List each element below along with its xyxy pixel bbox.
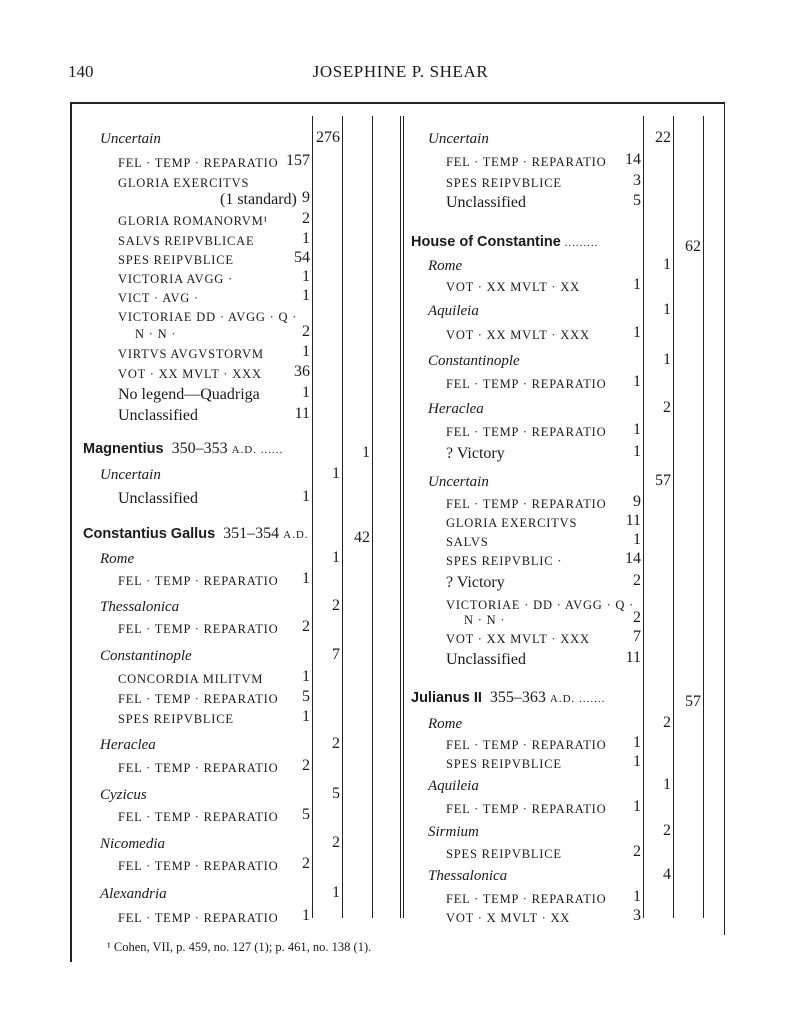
entry-label: ? Victory bbox=[446, 445, 505, 462]
mint-heading: Alexandria bbox=[100, 886, 167, 902]
mint-heading: Aquileia bbox=[428, 778, 479, 794]
count-column-rule bbox=[342, 116, 343, 918]
mint-heading: Uncertain bbox=[428, 474, 489, 490]
count-value: 1 bbox=[302, 907, 310, 924]
coin-legend: SPES REIPVBLICE bbox=[118, 253, 234, 267]
coin-legend: VOT · X MVLT · XX bbox=[446, 911, 571, 925]
coin-legend: VICT · AVG · bbox=[118, 291, 200, 305]
coin-legend: VICTORIAE DD · AVGG · Q · bbox=[118, 310, 298, 324]
ruler-name: Magnentius bbox=[83, 441, 164, 457]
mint-heading: Constantinople bbox=[428, 353, 520, 369]
mint-heading: Uncertain bbox=[100, 467, 161, 483]
count-value: 9 bbox=[302, 189, 310, 206]
count-value: 36 bbox=[294, 363, 310, 380]
mint-total: 2 bbox=[332, 597, 340, 614]
count-value: 5 bbox=[633, 192, 641, 209]
coin-legend: SPES REIPVBLICE bbox=[118, 712, 234, 726]
count-value: 2 bbox=[633, 843, 641, 860]
mint-total: 1 bbox=[663, 776, 671, 793]
column-divider bbox=[400, 116, 404, 918]
coin-legend: SPES REIPVBLIC · bbox=[446, 554, 563, 568]
count-value: 54 bbox=[294, 249, 310, 266]
mint-total: 2 bbox=[663, 714, 671, 731]
coin-legend: GLORIA ROMANORVM¹ bbox=[118, 214, 269, 228]
count-value: 1 bbox=[633, 373, 641, 390]
count-value: 1 bbox=[633, 531, 641, 548]
ruler-years: 355–363 bbox=[481, 689, 550, 706]
mint-heading: Thessalonica bbox=[100, 599, 180, 615]
leader-dots: ...... bbox=[256, 444, 284, 456]
coin-legend: SALVS bbox=[446, 535, 489, 549]
coin-legend: FEL · TEMP · REPARATIO bbox=[446, 738, 607, 752]
era-label: A.D. bbox=[231, 444, 257, 456]
mint-total: 1 bbox=[332, 549, 340, 566]
count-value: 2 bbox=[302, 210, 310, 227]
ruler-heading bbox=[411, 234, 598, 250]
count-column-rule bbox=[643, 116, 644, 918]
count-value: 1 bbox=[633, 734, 641, 751]
mint-total: 2 bbox=[332, 834, 340, 851]
coin-legend: FEL · TEMP · REPARATIO bbox=[446, 425, 607, 439]
count-value: 2 bbox=[302, 323, 310, 340]
footnote: ¹ Cohen, VII, p. 459, no. 127 (1); p. 461, no. 138 (1). bbox=[107, 940, 372, 954]
coin-legend: VIRTVS AVGVSTORVM bbox=[118, 347, 264, 361]
count-value: 1 bbox=[302, 268, 310, 285]
count-value: 11 bbox=[294, 405, 310, 422]
entry-label: (1 standard) bbox=[220, 191, 297, 208]
coin-legend: FEL · TEMP · REPARATIO bbox=[118, 692, 279, 706]
coin-legend: FEL · TEMP · REPARATIO bbox=[118, 859, 279, 873]
ruler-heading bbox=[83, 525, 309, 543]
mint-heading: Heraclea bbox=[428, 401, 484, 417]
count-value: 1 bbox=[302, 668, 310, 685]
table-left-rule bbox=[70, 102, 72, 962]
running-head: JOSEPHINE P. SHEAR bbox=[312, 62, 489, 81]
ruler-name: House of Constantine bbox=[411, 234, 561, 250]
mint-total: 1 bbox=[663, 256, 671, 273]
count-value: 11 bbox=[625, 512, 641, 529]
coin-legend: FEL · TEMP · REPARATIO bbox=[118, 810, 279, 824]
coin-legend: SPES REIPVBLICE bbox=[446, 847, 562, 861]
coin-legend: FEL · TEMP · REPARATIO bbox=[118, 156, 279, 170]
entry-label: Unclassified bbox=[446, 194, 526, 211]
count-column-rule bbox=[673, 116, 674, 918]
mint-heading: Cyzicus bbox=[100, 787, 147, 803]
count-value: 9 bbox=[633, 493, 641, 510]
entry-label: Unclassified bbox=[446, 651, 526, 668]
count-value: 1 bbox=[633, 798, 641, 815]
coin-legend: SALVS REIPVBLICAE bbox=[118, 234, 255, 248]
count-value: 3 bbox=[633, 907, 641, 924]
mint-total: 2 bbox=[663, 399, 671, 416]
leader-dots: ....... bbox=[575, 693, 606, 705]
coin-legend: N · N · bbox=[464, 613, 506, 627]
count-value: 11 bbox=[625, 649, 641, 666]
count-value: 2 bbox=[302, 757, 310, 774]
entry-label: Unclassified bbox=[118, 490, 198, 507]
coin-legend: FEL · TEMP · REPARATIO bbox=[446, 155, 607, 169]
coin-legend: FEL · TEMP · REPARATIO bbox=[446, 377, 607, 391]
era-label: A.D. bbox=[283, 529, 309, 541]
coin-legend: VOT · XX MVLT · XX bbox=[446, 280, 580, 294]
ruler-years: 351–354 bbox=[215, 525, 284, 542]
count-value: 2 bbox=[633, 572, 641, 589]
mint-heading: Aquileia bbox=[428, 303, 479, 319]
leader-dots: ......... bbox=[560, 237, 599, 249]
coin-legend: SPES REIPVBLICE bbox=[446, 757, 562, 771]
coin-legend: VICTORIA AVGG · bbox=[118, 272, 234, 286]
count-value: 3 bbox=[633, 172, 641, 189]
mint-total: 2 bbox=[663, 822, 671, 839]
count-value: 1 bbox=[633, 421, 641, 438]
coin-legend: N · N · bbox=[135, 327, 177, 341]
count-value: 1 bbox=[302, 384, 310, 401]
coin-legend: VOT · XX MVLT · XXX bbox=[446, 328, 590, 342]
count-value: 2 bbox=[302, 855, 310, 872]
mint-heading: Heraclea bbox=[100, 737, 156, 753]
count-value: 2 bbox=[302, 618, 310, 635]
coin-legend: FEL · TEMP · REPARATIO bbox=[446, 892, 607, 906]
page-number: 140 bbox=[68, 62, 94, 81]
count-value: 1 bbox=[302, 287, 310, 304]
mint-heading: Rome bbox=[100, 551, 135, 567]
coin-legend: VICTORIAE · DD · AVGG · Q · bbox=[446, 598, 635, 612]
coin-legend: FEL · TEMP · REPARATIO bbox=[118, 911, 279, 925]
era-label: A.D. bbox=[549, 693, 576, 705]
count-value: 1 bbox=[633, 443, 641, 460]
count-value: 1 bbox=[302, 230, 310, 247]
count-value: 1 bbox=[633, 276, 641, 293]
ruler-total: 1 bbox=[362, 444, 370, 461]
count-value: 1 bbox=[633, 324, 641, 341]
coin-legend: FEL · TEMP · REPARATIO bbox=[118, 761, 279, 775]
count-value: 14 bbox=[625, 550, 641, 567]
mint-heading: Rome bbox=[428, 258, 463, 274]
count-value: 1 bbox=[302, 343, 310, 360]
count-value: 7 bbox=[633, 628, 641, 645]
ruler-total: 62 bbox=[685, 238, 701, 255]
mint-total: 5 bbox=[332, 785, 340, 802]
entry-label: Unclassified bbox=[118, 407, 198, 424]
mint-total: 1 bbox=[663, 301, 671, 318]
ruler-total: 57 bbox=[685, 693, 701, 710]
mint-total: 1 bbox=[332, 465, 340, 482]
coin-legend: FEL · TEMP · REPARATIO bbox=[118, 574, 279, 588]
coin-legend: VOT · XX MVLT · XXX bbox=[446, 632, 590, 646]
mint-heading: Rome bbox=[428, 716, 463, 732]
mint-heading: Sirmium bbox=[428, 824, 479, 840]
count-value: 2 bbox=[633, 609, 641, 626]
count-value: 1 bbox=[633, 888, 641, 905]
count-column-rule bbox=[372, 116, 373, 918]
ruler-total: 42 bbox=[354, 529, 370, 546]
mint-total: 4 bbox=[663, 866, 671, 883]
ruler-years: 350–353 bbox=[163, 440, 232, 457]
mint-total: 1 bbox=[663, 351, 671, 368]
coin-legend: FEL · TEMP · REPARATIO bbox=[446, 497, 607, 511]
ruler-name: Julianus II bbox=[411, 690, 482, 706]
count-value: 14 bbox=[625, 151, 641, 168]
mint-total: 57 bbox=[655, 472, 671, 489]
mint-total: 22 bbox=[655, 129, 671, 146]
entry-label: No legend—Quadriga bbox=[118, 386, 260, 403]
coin-legend: GLORIA EXERCITVS bbox=[446, 516, 578, 530]
count-value: 1 bbox=[302, 570, 310, 587]
mint-heading: Thessalonica bbox=[428, 868, 508, 884]
coin-legend: CONCORDIA MILITVM bbox=[118, 672, 264, 686]
mint-total: 2 bbox=[332, 735, 340, 752]
coin-legend: SPES REIPVBLICE bbox=[446, 176, 562, 190]
mint-heading: Uncertain bbox=[100, 131, 161, 147]
table-top-rule bbox=[70, 102, 725, 104]
count-value: 5 bbox=[302, 806, 310, 823]
mint-total: 7 bbox=[332, 646, 340, 663]
coin-legend: VOT · XX MVLT · XXX bbox=[118, 367, 262, 381]
count-value: 1 bbox=[302, 488, 310, 505]
count-column-rule bbox=[703, 116, 704, 918]
ruler-name: Constantius Gallus bbox=[83, 526, 216, 542]
ruler-heading bbox=[411, 689, 605, 707]
ruler-heading bbox=[83, 440, 283, 458]
mint-heading: Constantinople bbox=[100, 648, 192, 664]
coin-legend: FEL · TEMP · REPARATIO bbox=[446, 802, 607, 816]
coin-legend: FEL · TEMP · REPARATIO bbox=[118, 622, 279, 636]
count-value: 5 bbox=[302, 688, 310, 705]
count-value: 1 bbox=[302, 708, 310, 725]
mint-heading: Uncertain bbox=[428, 131, 489, 147]
count-value: 1 bbox=[633, 753, 641, 770]
mint-total: 276 bbox=[316, 129, 340, 146]
coin-legend: GLORIA EXERCITVS bbox=[118, 176, 250, 190]
mint-total: 1 bbox=[332, 884, 340, 901]
table-right-rule bbox=[724, 102, 725, 935]
entry-label: ? Victory bbox=[446, 574, 505, 591]
mint-heading: Nicomedia bbox=[100, 836, 165, 852]
count-value: 157 bbox=[286, 152, 310, 169]
